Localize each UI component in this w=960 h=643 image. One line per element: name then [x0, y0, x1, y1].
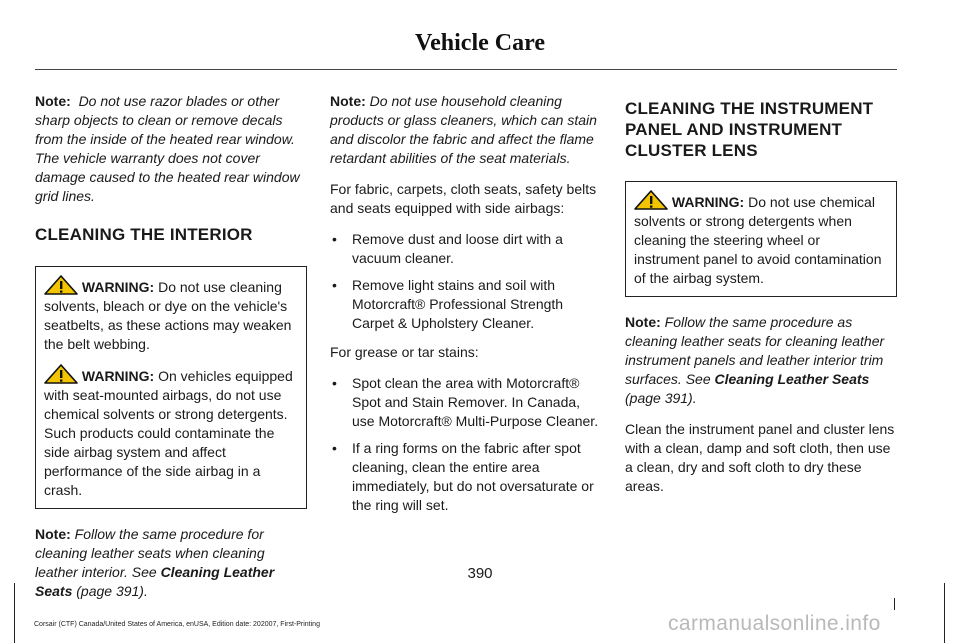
warning-box-interior — [35, 266, 307, 509]
warning-box-instrument — [625, 181, 897, 297]
note-label: Note: — [35, 526, 71, 542]
warning-label: WARNING: — [81, 368, 155, 384]
section-heading-instrument-panel — [625, 98, 897, 161]
page-reference: (page 391). — [625, 390, 697, 406]
note-text: Do not use razor blades or other sharp objects to clean or remove decals from the inside of the heated rear window. The vehicle warranty does not cover damage caused to the heated rear window grid lines. — [35, 93, 300, 204]
note-label: Note: — [625, 314, 661, 330]
column-left — [35, 92, 307, 613]
warning-text: Do not use chemical solvents or strong detergents when cleaning the steering wheel or instrument panel to avoid contamination of the airbag system. — [634, 194, 882, 286]
warning-label: WARNING: — [671, 194, 745, 210]
page-reference: (page 391). — [76, 583, 148, 599]
header-divider — [35, 69, 897, 70]
note-text: Follow the same procedure for cleaning leather seats when cleaning leather interior. See — [35, 526, 265, 580]
heading-line: CLEANING THE INSTRUMENT — [625, 99, 874, 118]
note-leather-panels — [625, 313, 897, 408]
paragraph-grease: For grease or tar stains: — [330, 344, 479, 360]
note-label: Note: — [35, 93, 71, 109]
warning-text: On vehicles equipped with seat-mounted airbags, do not use chemical solvents or strong detergents. Such products could contaminate the side airbag system and affect performance of the side airbag in a crash. — [44, 368, 293, 498]
note-text: Do not use household cleaning products or glass cleaners, which can stain and discolor the fabric and affect the flame retardant abilities of the seat materials. — [330, 93, 597, 166]
warning-seatbelts — [44, 275, 298, 354]
crop-mark — [944, 583, 945, 643]
column-middle — [330, 92, 602, 525]
list-fabric-cleaning — [330, 230, 602, 333]
list-item: • If a ring forms on the fabric after spot cleaning, clean the entire area immediately, but do not oversaturate or the ring will set. — [330, 439, 602, 515]
warning-triangle-icon — [44, 364, 78, 384]
column-right — [625, 92, 897, 508]
warning-triangle-icon — [44, 275, 78, 295]
note-household-cleaners — [330, 92, 602, 168]
warning-chemical-solvents — [634, 190, 888, 288]
heading-line: CLUSTER LENS — [625, 141, 758, 160]
page-number: 390 — [467, 565, 493, 582]
cross-reference-link[interactable]: Cleaning Leather Seats — [35, 564, 275, 599]
warning-triangle-icon — [634, 190, 668, 210]
heading-line: PANEL AND INSTRUMENT — [625, 120, 843, 139]
list-item: • Remove dust and loose dirt with a vacuum cleaner. — [330, 230, 602, 268]
list-item: • Spot clean the area with Motorcraft® Spot and Stain Remover. In Canada, use Motorcraft® Multi-Purpose Cleaner. — [330, 374, 602, 431]
list-grease-cleaning — [330, 374, 602, 515]
warning-text: Do not use cleaning solvents, bleach or dye on the vehicle's seatbelts, as these actions may weaken the belt webbing. — [44, 279, 292, 352]
crop-mark — [894, 598, 895, 610]
paragraph-clean-panel: Clean the instrument panel and cluster lens with a clean, damp and soft cloth, then use a clean, dry and soft cloth to dry these areas. — [625, 421, 895, 494]
note-text: Follow the same procedure as cleaning leather seats for cleaning leather instrument panels and leather interior trim surfaces. See — [625, 314, 885, 387]
edition-footer: Corsair (CTF) Canada/United States of America, enUSA, Edition date: 202007, First-Printing — [34, 621, 320, 628]
cross-reference-link[interactable]: Cleaning Leather Seats — [714, 371, 870, 387]
note-leather-interior — [35, 525, 307, 601]
page-header-title: Vehicle Care — [415, 30, 545, 56]
list-item: • Remove light stains and soil with Motorcraft® Professional Strength Carpet & Upholstery Cleaner. — [330, 276, 602, 333]
section-heading-cleaning-interior: CLEANING THE INTERIOR — [35, 225, 253, 244]
note-heated-window — [35, 92, 307, 206]
crop-mark — [14, 583, 15, 643]
warning-label: WARNING: — [81, 279, 155, 295]
warning-seat-airbags — [44, 364, 298, 500]
watermark: carmanualsonline.info — [668, 612, 881, 635]
paragraph-fabric: For fabric, carpets, cloth seats, safety belts and seats equipped with side airbags: — [330, 181, 597, 216]
note-label: Note: — [330, 93, 366, 109]
